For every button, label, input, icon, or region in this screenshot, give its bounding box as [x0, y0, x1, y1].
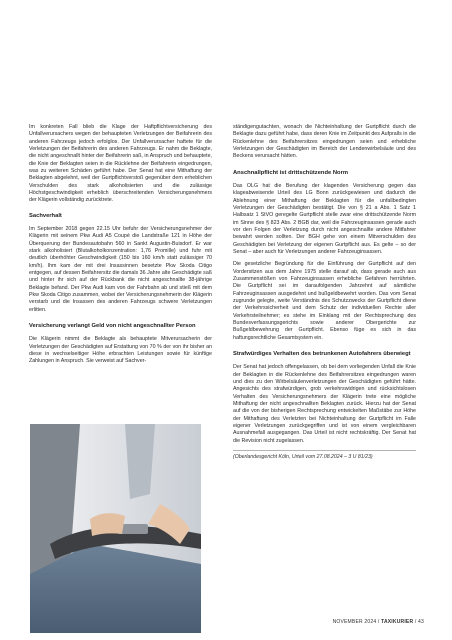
section-heading-strafwuerdig: Strafwürdiges Verhalten des betrunkenen Autofahrers überwiegt [233, 351, 411, 358]
footer-brand: TAXIKURIER [381, 619, 414, 625]
strafwuerdig-paragraph: Der Senat hat jedoch offengelassen, ob bei dem vorliegenden Unfall die Knie der Beklagten in die Rückenlehne des Beifahrersitzes eingedrungen waren und dies zu den Wirbelsäulenverletzungen der Geschädigten geführt hätte. Angesichts des strafwürdigen, grob verkehrswidrigen und rücksichtslosen Verhalten des Versicherungsnehmers der Klägerin trete eine mögliche Mithaftung der nicht angeschnallten Beklagten zurück. Hierzu hat der Senat auf die von der bisherigen Rechtsprechung entwickelten Maßstäbe zur Höhe der Mithaftung des Verletzten bei Nichteinhaltung der Gurtpflicht im Falle eigener Verletzungen zurückgegriffen und ist von einem vergleichbaren Ausnahmefall ausgegangen. Das Urteil ist nicht rechtskräftig. Der Senat hat die Revision nicht zugelassen. [233, 364, 416, 444]
seatbelt-photo [30, 424, 201, 633]
footer-issue: NOVEMBER 2024 / [332, 619, 382, 625]
left-column [29, 124, 212, 371]
anschnallpflicht-paragraph-2: Die gesetzliche Begründung für die Einführung der Gurtpflicht auf den Vordersitzen aus dem Jahre 1975 stelle darauf ab, dass gerade auch aus Zusammenstößen von Fahrzeuginsassen erhebliche Gefahren herrührten. Die Gurtpflicht sei im daraufolgenden Jahrzehnt auf sämtliche Fahrzeuginsassen ausgedehnt und bußgeldbewehrt worden. Das vom Senat zugrunde gelegte, weite Verständnis des Schutzzwecks der Gurtpflicht diene der Verkehrssicherheit und dem Schutz der individuellen Rechte aller Verkehrsteilnehmer; es stehe im Einklang mit der Rechtsprechung des Bundesverfassungsgerichts sowie anderer Obergerichte zur Bußgeldbewehrung der Gurtpflicht. Ebenso füge es sich in das haftungsrechtliche Gesamtsystem ein. [233, 261, 416, 341]
versicherung-paragraph: Die Klägerin nimmt die Beklagte als behauptete Mitverursacherin der Verletzungen der Geschädigten auf Erstattung von 70 % der von ihr bisher an diese in wechselseitiger Höhe erbrachten Leistungen sowie für künftige Zahlungen in Anspruch. Sie verweist auf Sachver- [29, 336, 212, 365]
section-heading-versicherung: Versicherung verlangt Geld von nicht angeschnallter Person [29, 323, 196, 330]
right-intro-paragraph: ständigengutachten, wonach die Nichteinhaltung der Gurtpflicht durch die Beklagte dazu geführt habe, dass deren Knie im Zeitpunkt des Aufpralls in die Rückenlehne des Beifahrersitzes eingedrungen seien und erhebliche Verletzungen der Geschädigten im Bereich der Lendenwirbelsäule und des Beckens verursacht hätten. [233, 124, 416, 160]
section-heading-anschnallpflicht: Anschnallpflicht ist drittschützende Norm [233, 169, 348, 176]
seatbelt-illustration [30, 424, 201, 633]
court-source-citation: (Oberlandesgericht Köln, Urteil vom 27.08.2024 – 3 U 81/23) [233, 450, 416, 461]
anschnallpflicht-paragraph-1: Das OLG hat die Berufung der klagenden Versicherung gegen das klageabweisende Urteil des LG Bonn zurückgewiesen und dadurch die Ablehnung einer Mithaftung der Beklagten für die unfallbedingten Verletzungen der Geschädigten bestätigt. Die von § 21 a Abs. 1 Satz 1 Halbsatz 1 StVO geregelte Gurtpflicht stelle zwar eine drittschützende Norm im Sinne des § 823 Abs. 2 BGB dar, weil die Fahrzeuginsassen gerade auch vor den Folgen der Verletzung durch nicht angeschnallte andere Mitfahrer bewahrt werden sollten. Der BGH gehe von einem Mitverschulden des Geschädigten bei Verletzung der eigenen Gurtpflicht aus. Es gelte – so der Senat – aber auch für Verletzungen anderer Fahrzeuginsassen. [233, 182, 416, 256]
sachverhalt-paragraph: Im September 2018 gegen 22.15 Uhr befuhr der Versicherungsnehmer der Klägerin mit seinem Pkw Audi A5 Coupé die Landstraße 121 in Höhe der Überquerung der Bundesautobahn 560 in Sankt Augustin-Buisdorf. Er war stark alkoholisiert (Blutalkoholkonzentration: 1,76 Promille) und fuhr mit deutlich überhöhter Geschwindigkeit (150 bis 160 km/h statt zulässiger 70 km/h). Ihm kam der mit drei Insassinnen besetzte Pkw Skoda Citigo entgegen, auf dessen Beifahrersitz die damals 36 Jahre alte Geschädigte saß und hinter ihr sich auf der Rückbank die nicht angeschnallte 38-jährige Beklagte befand. Der Pkw Audi kam von der Fahrbahn ab und stieß mit dem Pkw Skoda Citigo zusammen, wobei der Versicherungsnehmerin der Klägerin verstarb und die Insassen des anderen Fahrzeugs schwere Verletzungen erlitten. [29, 225, 212, 313]
right-column [233, 124, 416, 461]
section-heading-sachverhalt: Sachverhalt [29, 212, 62, 219]
footer-page-number: / 43 [413, 619, 424, 625]
page-footer [333, 619, 424, 625]
intro-paragraph: Im konkreten Fall blieb die Klage der Haftpflichtversicherung des Unfallverursachers wegen der behaupteten Verletzungen der Beifahrerin des anderen Fahrzeugs jedoch erfolglos. Der Unfallverursacher haftete für die Verletzungen der Beifahrerin des anderen Fahrzeugs. Er nahm die Beklagte, die nicht angeschnallt hinter der Beifahrerin saß, in Anspruch und behauptete, die Knie der Beklagten seien in die Rücklehne der Beifahrerin eingedrungen, was zu weiteren Schäden geführt habe. Der Senat hat eine Mithaftung der Beklagten abgelehnt, weil der Gurtpflichtverstoß gegenüber dem erheblichen Verschulden des stark alkoholisierten und die zulässige Höchstgeschwindigkeit erheblich überschreitenden Versicherungsnehmers der Klägerin vollständig zurücktrete. [29, 124, 212, 204]
